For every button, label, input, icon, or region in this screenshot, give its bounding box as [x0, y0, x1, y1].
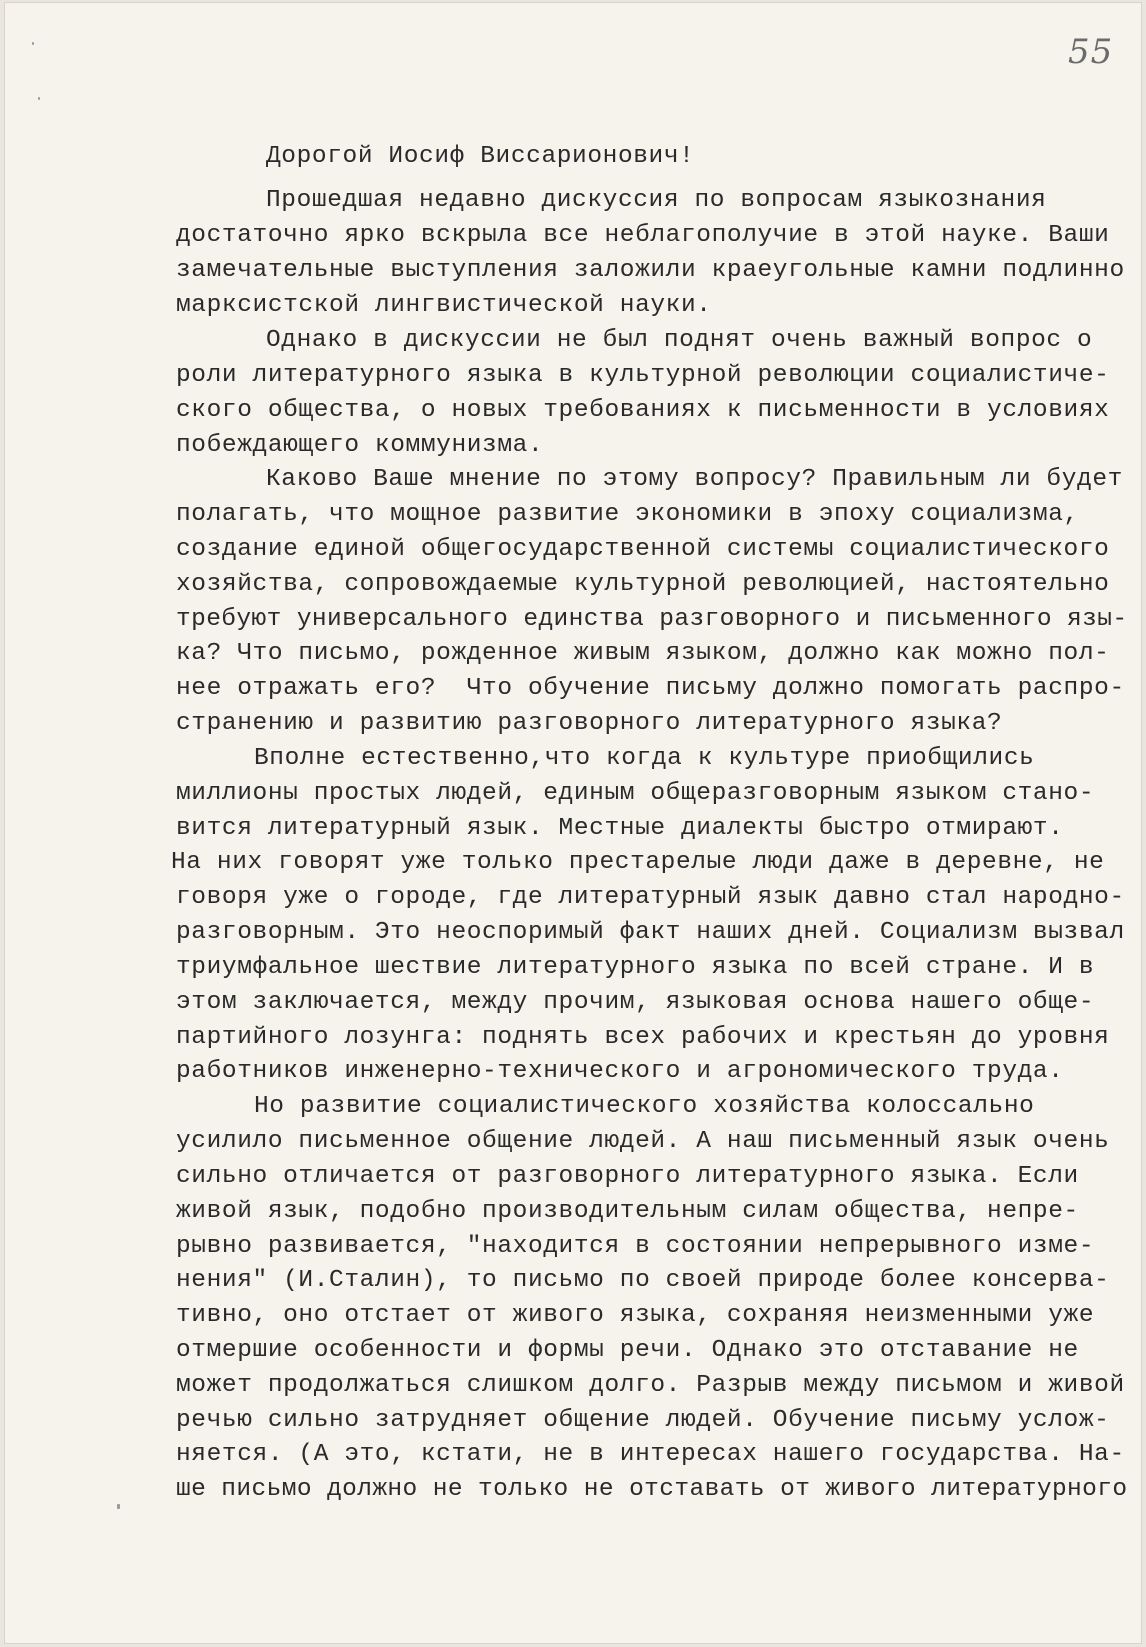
- text-line: этом заключается, между прочим, языковая основа нашего обще-: [176, 989, 1095, 1016]
- text-line: работников инженерно-технического и агрономического труда.: [176, 1058, 1064, 1085]
- margin-mark: [38, 97, 40, 100]
- text-line: может продолжаться слишком долго. Разрыв между письмом и живой: [176, 1372, 1125, 1399]
- text-line: достаточно ярко вскрыла все неблагополучие в этой науке. Ваши: [176, 222, 1110, 249]
- margin-mark: [117, 1504, 120, 1509]
- text-line: говоря уже о городе, где литературный язык давно стал народно-: [176, 884, 1125, 911]
- text-line: вится литературный язык. Местные диалекты быстро отмирают.: [176, 815, 1064, 842]
- text-line: хозяйства, сопровождаемые культурной революцией, настоятельно: [176, 571, 1110, 598]
- text-line: сильно отличается от разговорного литературного языка. Если: [176, 1163, 1079, 1190]
- document-page: [4, 2, 1142, 1644]
- text-line: отмершие особенности и формы речи. Однако это отставание не: [176, 1337, 1079, 1364]
- text-line: ского общества, о новых требованиях к письменности в условиях: [176, 397, 1110, 424]
- page-number: 55: [1068, 32, 1114, 72]
- text-line: ка? Что письмо, рожденное живым языком, должно как можно пол-: [176, 640, 1110, 667]
- text-line: партийного лозунга: поднять всех рабочих и крестьян до уровня: [176, 1024, 1110, 1051]
- text-line: странению и развитию разговорного литературного языка?: [176, 710, 1003, 737]
- text-line: На них говорят уже только престарелые люди даже в деревне, не: [171, 849, 1105, 876]
- text-line: роли литературного языка в культурной революции социалистиче-: [176, 362, 1110, 389]
- text-line: полагать, что мощное развитие экономики в эпоху социализма,: [176, 501, 1079, 528]
- text-line: усилило письменное общение людей. А наш письменный язык очень: [176, 1128, 1110, 1155]
- text-line: Но развитие социалистического хозяйства колоссально: [254, 1093, 1035, 1120]
- text-line: побеждающего коммунизма.: [176, 432, 544, 459]
- text-line: марксистской лингвистической науки.: [176, 292, 712, 319]
- text-line: разговорным. Это неоспоримый факт наших дней. Социализм вызвал: [176, 919, 1125, 946]
- text-line: триумфальное шествие литературного языка по всей стране. И в: [176, 954, 1095, 981]
- text-line: живой язык, подобно производительным силам общества, непре-: [176, 1198, 1079, 1225]
- text-line: няется. (А это, кстати, не в интересах нашего государства. На-: [176, 1441, 1125, 1468]
- text-line: Прошедшая недавно дискуссия по вопросам языкознания: [266, 187, 1047, 214]
- text-line: ше письмо должно не только не отставать от живого литературного: [176, 1476, 1128, 1503]
- text-line: миллионы простых людей, единым общеразговорным языком стано-: [176, 780, 1095, 807]
- text-line: создание единой общегосударственной системы социалистического: [176, 536, 1110, 563]
- text-line: замечательные выступления заложили краеугольные камни подлинно: [176, 257, 1125, 284]
- text-line: Каково Ваше мнение по этому вопросу? Правильным ли будет: [266, 466, 1123, 493]
- text-line: рывно развивается, "находится в состоянии непрерывного изме-: [176, 1233, 1095, 1260]
- salutation: Дорогой Иосиф Виссарионович!: [266, 143, 695, 170]
- margin-mark: [32, 42, 34, 45]
- text-line: нее отражать его? Что обучение письму должно помогать распро-: [176, 675, 1125, 702]
- text-line: нения" (И.Сталин), то письмо по своей природе более консерва-: [176, 1267, 1110, 1294]
- text-line: Однако в дискуссии не был поднят очень важный вопрос о: [266, 327, 1093, 354]
- text-line: требуют универсального единства разговорного и письменного язы-: [176, 606, 1128, 633]
- text-line: Вполне естественно,что когда к культуре приобщились: [254, 745, 1035, 772]
- text-line: тивно, оно отстает от живого языка, сохраняя неизменными уже: [176, 1302, 1095, 1329]
- text-line: речью сильно затрудняет общение людей. Обучение письму услож-: [176, 1407, 1110, 1434]
